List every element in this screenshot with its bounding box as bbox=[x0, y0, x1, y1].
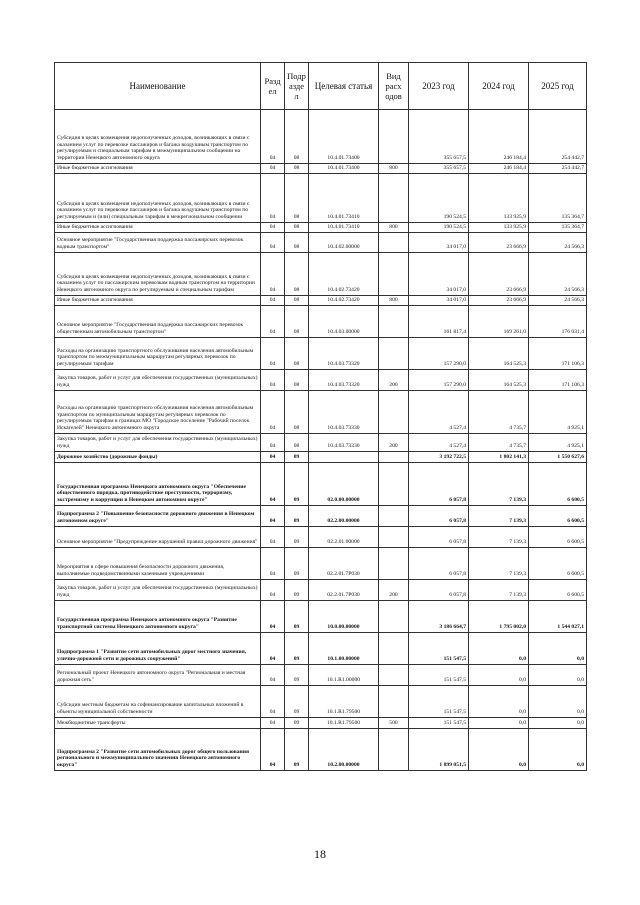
row-podrazdel: 08 bbox=[285, 434, 309, 452]
row-podrazdel: 08 bbox=[285, 391, 309, 434]
table-row bbox=[55, 223, 587, 233]
row-vid bbox=[379, 686, 409, 718]
row-razdel: 04 bbox=[261, 580, 285, 601]
row-name: Иные бюджетные ассигнования bbox=[55, 223, 261, 233]
header-podrazdel: Подр азде л bbox=[285, 63, 309, 110]
table-row bbox=[55, 174, 587, 223]
row-razdel: 04 bbox=[261, 223, 285, 233]
row-2024: 0,0 bbox=[469, 665, 529, 686]
row-vid: 800 bbox=[379, 223, 409, 233]
row-podrazdel: 09 bbox=[285, 506, 309, 527]
row-name: Субсидии местным бюджетам на софинансирование капитальных вложений в объекты муниципальной собственности bbox=[55, 686, 261, 718]
row-statya: 02.2.01.7Р030 bbox=[309, 548, 379, 580]
table-row bbox=[55, 633, 587, 665]
row-2023: 151 547,5 bbox=[409, 686, 469, 718]
row-name: Закупка товаров, работ и услуг для обеспечения государственных (муниципальных) нужд bbox=[55, 434, 261, 452]
row-2023: 1 899 051,5 bbox=[409, 729, 469, 771]
table-row bbox=[55, 463, 587, 506]
row-statya: 10.2.00.00000 bbox=[309, 729, 379, 771]
row-podrazdel: 09 bbox=[285, 665, 309, 686]
header-vid: Вид расх одов bbox=[379, 63, 409, 110]
row-2024: 0,0 bbox=[469, 686, 529, 718]
table-row bbox=[55, 306, 587, 338]
row-2023: 4 527,4 bbox=[409, 391, 469, 434]
row-2023: 34 017,0 bbox=[409, 296, 469, 306]
header-name: Наименование bbox=[55, 63, 261, 110]
table-row bbox=[55, 338, 587, 370]
row-vid: 800 bbox=[379, 296, 409, 306]
row-razdel: 04 bbox=[261, 253, 285, 296]
row-2025: 4 925,1 bbox=[529, 391, 587, 434]
row-2025: 24 566,3 bbox=[529, 233, 587, 253]
row-2024: 7 139,3 bbox=[469, 506, 529, 527]
row-vid bbox=[379, 452, 409, 463]
table-row bbox=[55, 370, 587, 391]
table-row bbox=[55, 110, 587, 164]
row-2025: 0,0 bbox=[529, 665, 587, 686]
row-2023: 34 017,0 bbox=[409, 253, 469, 296]
row-2024: 4 735,7 bbox=[469, 434, 529, 452]
row-name: Подпрограмма 2 "Развитие сети автомобильных дорог общего пользования регионального и межмуниципального значения Ненецкого автономного округа" bbox=[55, 729, 261, 771]
row-razdel: 04 bbox=[261, 452, 285, 463]
row-2023: 4 527,4 bbox=[409, 434, 469, 452]
row-vid bbox=[379, 506, 409, 527]
row-2024: 23 666,9 bbox=[469, 233, 529, 253]
row-vid: 200 bbox=[379, 580, 409, 601]
row-2024: 0,0 bbox=[469, 729, 529, 771]
row-2024: 164 525,3 bbox=[469, 370, 529, 391]
row-2024: 23 666,9 bbox=[469, 253, 529, 296]
row-2025: 0,0 bbox=[529, 718, 587, 729]
row-name: Мероприятия в сфере повышения безопасности дорожного движения, выполняемые подведомственными казенными учреждениями bbox=[55, 548, 261, 580]
table-row bbox=[55, 548, 587, 580]
row-vid bbox=[379, 729, 409, 771]
row-vid bbox=[379, 463, 409, 506]
row-statya: 10.4.03.73330 bbox=[309, 391, 379, 434]
table-row bbox=[55, 233, 587, 253]
row-vid bbox=[379, 548, 409, 580]
row-statya: 10.1.R1.79500 bbox=[309, 718, 379, 729]
table-row bbox=[55, 601, 587, 633]
row-podrazdel: 08 bbox=[285, 174, 309, 223]
row-vid: 800 bbox=[379, 164, 409, 174]
row-vid: 200 bbox=[379, 434, 409, 452]
header-razdel: Разд ел bbox=[261, 63, 285, 110]
row-2025: 254 442,7 bbox=[529, 110, 587, 164]
row-razdel: 04 bbox=[261, 174, 285, 223]
table-row bbox=[55, 729, 587, 771]
row-podrazdel: 08 bbox=[285, 233, 309, 253]
row-statya: 10.4.01.73410 bbox=[309, 174, 379, 223]
row-podrazdel: 08 bbox=[285, 306, 309, 338]
row-2024: 1 795 002,0 bbox=[469, 601, 529, 633]
row-razdel: 04 bbox=[261, 434, 285, 452]
row-razdel: 04 bbox=[261, 686, 285, 718]
row-statya: 10.4.03.00000 bbox=[309, 306, 379, 338]
row-2025: 0,0 bbox=[529, 729, 587, 771]
row-2023: 151 547,5 bbox=[409, 718, 469, 729]
row-2023: 355 657,5 bbox=[409, 164, 469, 174]
table-row bbox=[55, 434, 587, 452]
row-name: Субсидия в целях возмещения недополученных доходов, возникающих в связи с оказанием услуг по перевозке пассажиров и багажа воздушным транспортом по регулируемым и специальным тарифам в межмуниципальном сообщении на территории Ненецкого автономного округа bbox=[55, 110, 261, 164]
table-row bbox=[55, 506, 587, 527]
table-row bbox=[55, 452, 587, 463]
row-2025: 6 600,5 bbox=[529, 548, 587, 580]
row-2025: 135 364,7 bbox=[529, 174, 587, 223]
row-vid bbox=[379, 110, 409, 164]
row-2024: 4 735,7 bbox=[469, 391, 529, 434]
row-vid bbox=[379, 174, 409, 223]
row-podrazdel: 09 bbox=[285, 580, 309, 601]
row-razdel: 04 bbox=[261, 506, 285, 527]
row-razdel: 04 bbox=[261, 463, 285, 506]
row-name: Иные бюджетные ассигнования bbox=[55, 164, 261, 174]
row-name: Дорожное хозяйство (дорожные фонды) bbox=[55, 452, 261, 463]
row-2023: 157 290,0 bbox=[409, 338, 469, 370]
row-2024: 246 184,4 bbox=[469, 110, 529, 164]
row-statya: 10.0.00.00000 bbox=[309, 601, 379, 633]
row-2024: 7 139,3 bbox=[469, 580, 529, 601]
row-podrazdel: 08 bbox=[285, 110, 309, 164]
row-name: Основное мероприятие "Государственная поддержка пассажирских перевозок водным транспортом" bbox=[55, 233, 261, 253]
row-name: Расходы на организацию транспортного обслуживания населения автомобильным транспортом по муниципальным маршрутам регулярных перевозок по регулируемым тарифам в границах МО "Городское поселение "Рабочий поселок Искателей" Ненецкого автономного округа bbox=[55, 391, 261, 434]
row-podrazdel: 08 bbox=[285, 253, 309, 296]
row-vid bbox=[379, 253, 409, 296]
row-vid bbox=[379, 391, 409, 434]
row-2024: 0,0 bbox=[469, 633, 529, 665]
row-razdel: 04 bbox=[261, 296, 285, 306]
row-2023: 34 017,0 bbox=[409, 233, 469, 253]
table-row bbox=[55, 164, 587, 174]
row-2024: 7 139,3 bbox=[469, 463, 529, 506]
row-podrazdel: 08 bbox=[285, 164, 309, 174]
row-vid: 200 bbox=[379, 370, 409, 391]
row-statya: 10.4.03.73330 bbox=[309, 434, 379, 452]
row-podrazdel: 09 bbox=[285, 463, 309, 506]
row-2023: 151 547,5 bbox=[409, 665, 469, 686]
table-row bbox=[55, 718, 587, 729]
row-name: Субсидия в целях возмещения недополученных доходов, возникающих в связи с оказанием услуг по перевозке пассажиров и багажа воздушным транспортом по регулируемым и (или) специальным тарифам в межрегиональном сообщении bbox=[55, 174, 261, 223]
header-2025: 2025 год bbox=[529, 63, 587, 110]
row-statya: 02.2.01.7Р030 bbox=[309, 580, 379, 601]
table-row bbox=[55, 665, 587, 686]
row-podrazdel: 09 bbox=[285, 601, 309, 633]
row-2023: 6 057,8 bbox=[409, 580, 469, 601]
row-2023: 355 657,5 bbox=[409, 110, 469, 164]
row-podrazdel: 09 bbox=[285, 548, 309, 580]
row-podrazdel: 09 bbox=[285, 686, 309, 718]
row-name: Подпрограмма 1 "Развитие сети автомобильных дорог местного значения, улично-дорожной сети и дорожных сооружений" bbox=[55, 633, 261, 665]
row-name: Иные бюджетные ассигнования bbox=[55, 296, 261, 306]
row-name: Государственная программа Ненецкого автономного округа "Обеспечение общественного порядка, противодействие преступности, терроризму, экстремизму и коррупции в Ненецком автономном округе" bbox=[55, 463, 261, 506]
row-name: Субсидия в целях возмещения недополученных доходов, возникающих в связи с оказанием услуг по пассажирским перевозкам водным транспортом на территории Ненецкого автономного округа по регулируемым и специальным тарифам bbox=[55, 253, 261, 296]
row-vid bbox=[379, 338, 409, 370]
row-statya bbox=[309, 452, 379, 463]
row-statya: 02.0.00.00000 bbox=[309, 463, 379, 506]
row-podrazdel: 09 bbox=[285, 729, 309, 771]
row-2025: 24 566,3 bbox=[529, 296, 587, 306]
table-row bbox=[55, 253, 587, 296]
row-2023: 190 524,5 bbox=[409, 174, 469, 223]
row-razdel: 04 bbox=[261, 633, 285, 665]
row-statya: 10.4.03.73320 bbox=[309, 338, 379, 370]
row-2023: 3 192 722,5 bbox=[409, 452, 469, 463]
row-2025: 171 106,3 bbox=[529, 338, 587, 370]
row-2023: 151 547,5 bbox=[409, 633, 469, 665]
row-statya: 10.1.R1.00000 bbox=[309, 665, 379, 686]
row-2025: 6 600,5 bbox=[529, 580, 587, 601]
row-razdel: 04 bbox=[261, 370, 285, 391]
row-2025: 171 106,3 bbox=[529, 370, 587, 391]
row-statya: 10.4.01.73410 bbox=[309, 223, 379, 233]
row-name: Подпрограмма 2 "Повышение безопасности дорожного движения в Ненецком автономном округе" bbox=[55, 506, 261, 527]
row-2024: 1 802 141,3 bbox=[469, 452, 529, 463]
row-vid bbox=[379, 633, 409, 665]
row-statya: 02.2.01.00000 bbox=[309, 527, 379, 548]
row-vid bbox=[379, 665, 409, 686]
row-statya: 10.1.00.00000 bbox=[309, 633, 379, 665]
row-razdel: 04 bbox=[261, 233, 285, 253]
row-name: Основное мероприятие "Предупреждение нарушений правил дорожного движения" bbox=[55, 527, 261, 548]
row-podrazdel: 08 bbox=[285, 370, 309, 391]
row-2024: 246 184,4 bbox=[469, 164, 529, 174]
row-podrazdel: 09 bbox=[285, 452, 309, 463]
row-2024: 164 525,3 bbox=[469, 338, 529, 370]
row-statya: 10.4.02.00000 bbox=[309, 233, 379, 253]
row-podrazdel: 09 bbox=[285, 718, 309, 729]
row-2025: 4 925,1 bbox=[529, 434, 587, 452]
row-vid bbox=[379, 306, 409, 338]
row-razdel: 04 bbox=[261, 338, 285, 370]
row-razdel: 04 bbox=[261, 306, 285, 338]
row-2023: 6 057,8 bbox=[409, 527, 469, 548]
row-2024: 23 666,9 bbox=[469, 296, 529, 306]
table-row bbox=[55, 686, 587, 718]
row-razdel: 04 bbox=[261, 110, 285, 164]
row-razdel: 04 bbox=[261, 665, 285, 686]
row-2025: 176 031,4 bbox=[529, 306, 587, 338]
row-2024: 0,0 bbox=[469, 718, 529, 729]
row-2025: 1 544 027,1 bbox=[529, 601, 587, 633]
row-2024: 7 139,3 bbox=[469, 527, 529, 548]
row-statya: 10.4.02.73420 bbox=[309, 253, 379, 296]
row-2023: 190 524,5 bbox=[409, 223, 469, 233]
row-2023: 161 817,4 bbox=[409, 306, 469, 338]
header-2023: 2023 год bbox=[409, 63, 469, 110]
row-name: Региональный проект Ненецкого автономного округа "Региональная и местная дорожная сеть" bbox=[55, 665, 261, 686]
row-2025: 6 600,5 bbox=[529, 506, 587, 527]
table-row bbox=[55, 527, 587, 548]
row-vid bbox=[379, 601, 409, 633]
row-razdel: 04 bbox=[261, 548, 285, 580]
row-2024: 7 139,3 bbox=[469, 548, 529, 580]
row-podrazdel: 09 bbox=[285, 527, 309, 548]
row-2024: 133 925,9 bbox=[469, 174, 529, 223]
row-name: Закупка товаров, работ и услуг для обеспечения государственных (муниципальных) нужд bbox=[55, 580, 261, 601]
row-statya: 10.4.01.73400 bbox=[309, 164, 379, 174]
row-name: Основное мероприятие "Государственная поддержка пассажирских перевозок общественным автомобильным транспортом" bbox=[55, 306, 261, 338]
row-statya: 10.1.R1.79500 bbox=[309, 686, 379, 718]
row-podrazdel: 08 bbox=[285, 223, 309, 233]
row-2025: 1 550 627,6 bbox=[529, 452, 587, 463]
header-row bbox=[55, 63, 587, 110]
row-razdel: 04 bbox=[261, 601, 285, 633]
row-razdel: 04 bbox=[261, 718, 285, 729]
row-podrazdel: 08 bbox=[285, 338, 309, 370]
row-2025: 6 600,5 bbox=[529, 463, 587, 506]
row-statya: 10.4.01.73400 bbox=[309, 110, 379, 164]
row-name: Закупка товаров, работ и услуг для обеспечения государственных (муниципальных) нужд bbox=[55, 370, 261, 391]
header-2024: 2024 год bbox=[469, 63, 529, 110]
row-vid: 500 bbox=[379, 718, 409, 729]
row-2023: 157 290,0 bbox=[409, 370, 469, 391]
row-razdel: 04 bbox=[261, 729, 285, 771]
row-vid bbox=[379, 233, 409, 253]
row-2025: 0,0 bbox=[529, 633, 587, 665]
row-razdel: 04 bbox=[261, 164, 285, 174]
row-2023: 3 186 664,7 bbox=[409, 601, 469, 633]
table-body bbox=[55, 110, 587, 771]
row-podrazdel: 09 bbox=[285, 633, 309, 665]
budget-table bbox=[54, 62, 587, 771]
row-name: Государственная программа Ненецкого автономного округа "Развитие транспортной системы Ненецкого автономного округа" bbox=[55, 601, 261, 633]
row-statya: 02.2.00.00000 bbox=[309, 506, 379, 527]
row-2024: 133 925,9 bbox=[469, 223, 529, 233]
table-row bbox=[55, 391, 587, 434]
row-2025: 135 364,7 bbox=[529, 223, 587, 233]
row-razdel: 04 bbox=[261, 391, 285, 434]
row-2023: 6 057,8 bbox=[409, 463, 469, 506]
row-2025: 254 442,7 bbox=[529, 164, 587, 174]
row-statya: 10.4.03.73320 bbox=[309, 370, 379, 391]
row-podrazdel: 08 bbox=[285, 296, 309, 306]
row-2025: 24 566,3 bbox=[529, 253, 587, 296]
row-2024: 169 261,0 bbox=[469, 306, 529, 338]
row-2025: 0,0 bbox=[529, 686, 587, 718]
table-row bbox=[55, 296, 587, 306]
page-number: 18 bbox=[314, 847, 326, 861]
row-razdel: 04 bbox=[261, 527, 285, 548]
row-vid bbox=[379, 527, 409, 548]
header-statya: Целевая статья bbox=[309, 63, 379, 110]
row-name: Межбюджетные трансферты bbox=[55, 718, 261, 729]
row-2023: 6 057,8 bbox=[409, 506, 469, 527]
row-name: Расходы на организацию транспортного обслуживания населения автомобильным транспортом по межмуниципальным маршрутам регулярных перевозок по регулируемым тарифам bbox=[55, 338, 261, 370]
row-2025: 6 600,5 bbox=[529, 527, 587, 548]
row-statya: 10.4.02.73420 bbox=[309, 296, 379, 306]
row-2023: 6 057,8 bbox=[409, 548, 469, 580]
table-row bbox=[55, 580, 587, 601]
